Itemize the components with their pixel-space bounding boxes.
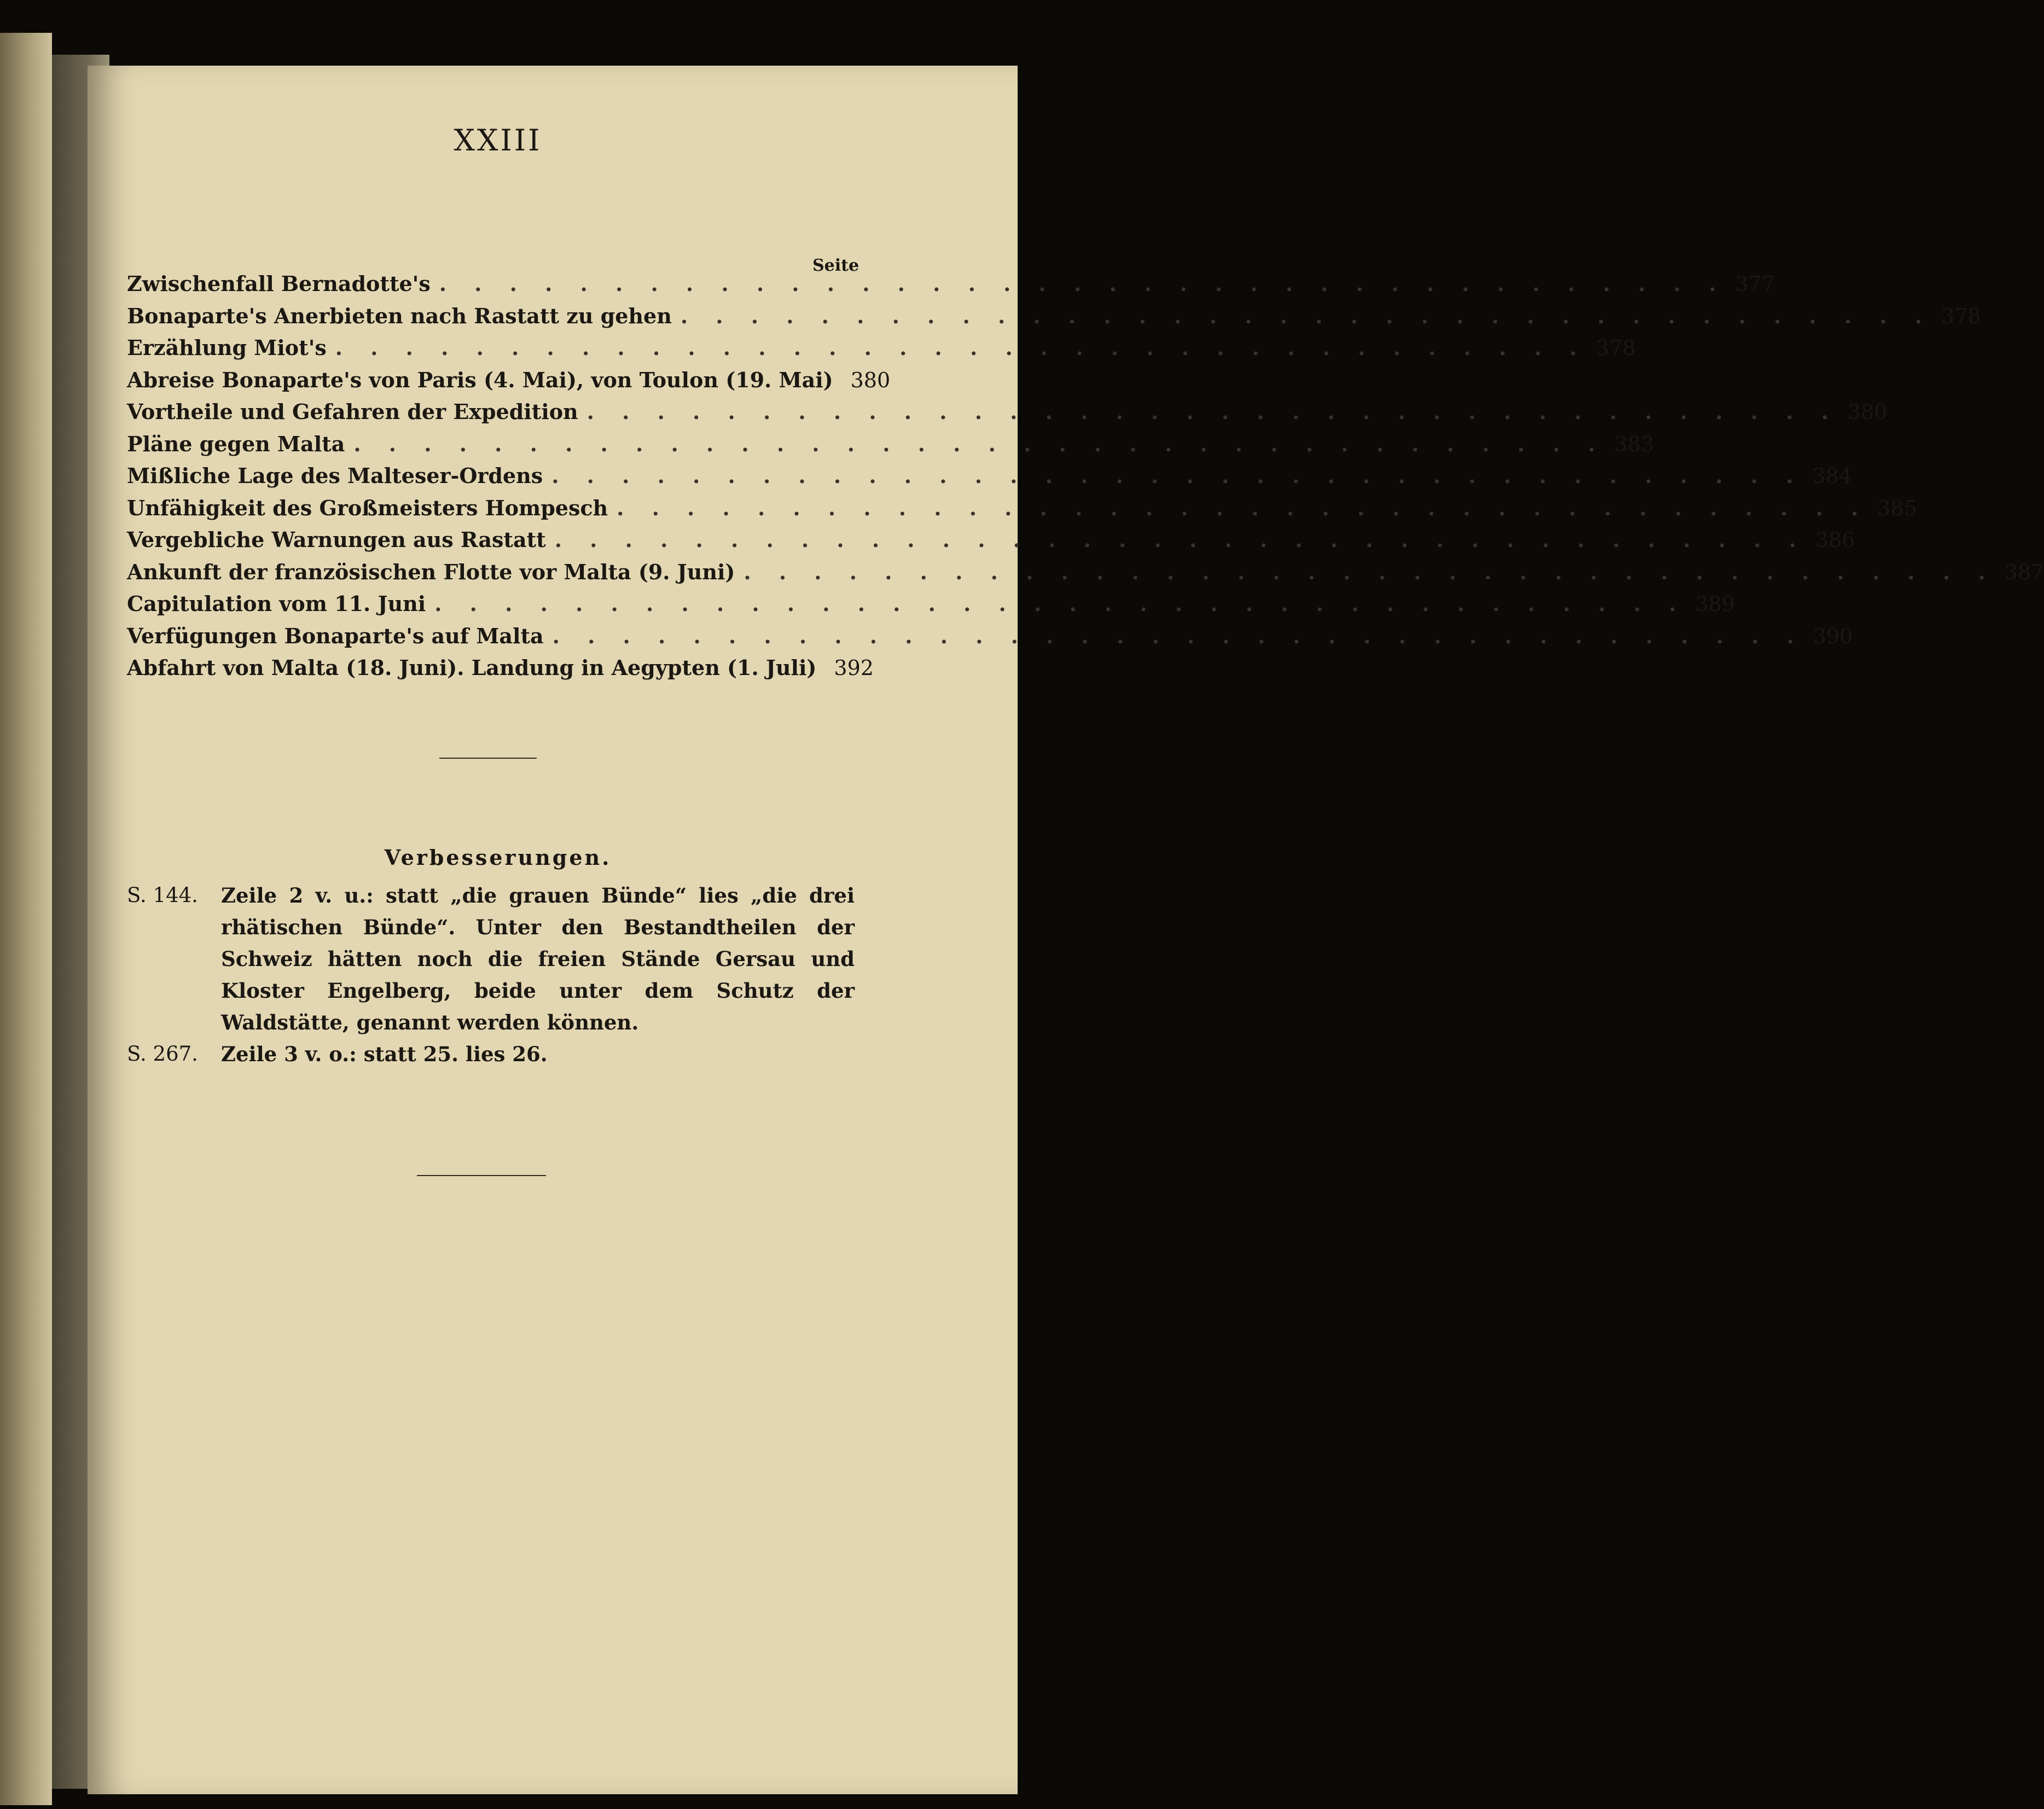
toc-entry-page: 392 (834, 656, 874, 680)
toc-entry-title: Unfähigkeit des Großmeisters Hompesch (127, 495, 608, 520)
toc-entry-page: 377 (1735, 272, 1775, 296)
toc-entry-title: Bonaparte's Anerbieten nach Rastatt zu gehen (127, 303, 672, 328)
leader-dots: . . . . . . . . . . . . . . . . . . . . . . . . . . . . . . . . . . . . (335, 335, 1588, 360)
toc-entry (127, 335, 1636, 368)
toc-entry-title: Vortheile und Gefahren der Expedition (127, 399, 578, 424)
toc-entry (127, 271, 1775, 304)
leader-dots: . . . . . . . . . . . . . . . . . . . . . . . . . . . . . . . . . . . . (551, 463, 1804, 488)
leader-dots: . . . . . . . . . . . . . . . . . . . . . . . . . . . . . . . . . . . . (680, 303, 1933, 328)
errata-page-ref: S. 144. (127, 883, 198, 907)
toc-entry (127, 399, 1888, 432)
toc-entry (127, 367, 891, 400)
table-of-contents (127, 271, 2044, 688)
toc-entry (127, 527, 1855, 560)
leader-dots: . . . . . . . . . . . . . . . . . . . . . . . . . . . . . . . . . . . . . (439, 271, 1727, 296)
toc-entry (127, 431, 1654, 464)
leader-dots: . . . . . . . . . . . . . . . . . . . . . . . . . . . . . . . . . . . . (353, 431, 1606, 456)
section-divider (439, 758, 537, 759)
toc-entry-title: Ankunft der französischen Flotte vor Malta (9. Juni) (127, 559, 735, 584)
toc-entry-page: 380 (1847, 400, 1888, 424)
toc-entry-page: 378 (1941, 304, 1981, 328)
toc-entry-page: 387 (2004, 560, 2044, 584)
toc-entry (127, 623, 1853, 656)
toc-entry-title: Mißliche Lage des Malteser-Ordens (127, 463, 543, 488)
leader-dots: . . . . . . . . . . . . . . . . . . . . . . . . . . . . . . . . . . . . (617, 495, 1869, 520)
toc-entry (127, 463, 1853, 496)
toc-entry-title: Erzählung Miot's (127, 335, 327, 360)
toc-entry-page: 389 (1695, 592, 1735, 616)
toc-entry-page: 386 (1815, 528, 1855, 552)
toc-entry (127, 495, 1917, 528)
errata-correction: Zeile 3 v. o.: statt 25. lies 26. (221, 1042, 548, 1066)
toc-entry (127, 559, 2044, 592)
toc-entry-title: Pläne gegen Malta (127, 431, 345, 456)
toc-entry (127, 303, 1981, 336)
toc-entry-title: Abfahrt von Malta (18. Juni). Landung in Aegypten (1. Juli) (127, 655, 817, 680)
toc-entry (127, 591, 1735, 624)
toc-entry-title: Abreise Bonaparte's von Paris (4. Mai), von Toulon (19. Mai) (127, 367, 833, 392)
errata-heading: Verbesserungen. (384, 845, 612, 870)
toc-entry-title: Capitulation vom 11. Juni (127, 591, 426, 616)
toc-entry-page: 378 (1596, 336, 1636, 360)
toc-entry-page: 383 (1614, 432, 1654, 456)
errata-entry (127, 880, 855, 1038)
errata-list (127, 880, 855, 1070)
errata-entry (127, 1038, 855, 1070)
leader-dots: . . . . . . . . . . . . . . . . . . . . . . . . . . . . . . . . . . . . (587, 399, 1839, 424)
leader-dots: . . . . . . . . . . . . . . . . . . . . . . . . . . . . . . . . . . . . (434, 591, 1687, 616)
end-divider (417, 1175, 546, 1176)
leader-dots: . . . . . . . . . . . . . . . . . . . . . . . . . . . . . . . . . . . . (744, 559, 1996, 584)
errata-correction: Zeile 2 v. u.: statt „die grauen Bünde“ lies „die drei rhätischen Bünde“. Unter den Bestandtheilen der Schweiz hätten noch die freien Stände Gersau und Kloster Engelberg, beide unter dem Schutz der Waldstätte, genannt werden können. (221, 883, 855, 1034)
toc-entry-page: 384 (1812, 464, 1853, 488)
toc-entry-page: 390 (1813, 624, 1853, 648)
errata-page-ref: S. 267. (127, 1042, 198, 1066)
page-number: XXIII (454, 123, 542, 158)
toc-entry-title: Zwischenfall Bernadotte's (127, 271, 431, 296)
leader-dots: . . . . . . . . . . . . . . . . . . . . . . . . . . . . . . . . . . . . (552, 623, 1804, 648)
seite-column-label: Seite (812, 256, 860, 275)
toc-entry-title: Verfügungen Bonaparte's auf Malta (127, 623, 544, 648)
leader-dots: . . . . . . . . . . . . . . . . . . . . . . . . . . . . . . . . . . . . (554, 527, 1807, 552)
toc-entry (127, 655, 874, 688)
adjacent-page-edge (0, 33, 52, 1805)
toc-entry-page: 380 (850, 368, 891, 392)
toc-entry-title: Vergebliche Warnungen aus Rastatt (127, 527, 546, 552)
toc-entry-page: 385 (1877, 496, 1917, 520)
